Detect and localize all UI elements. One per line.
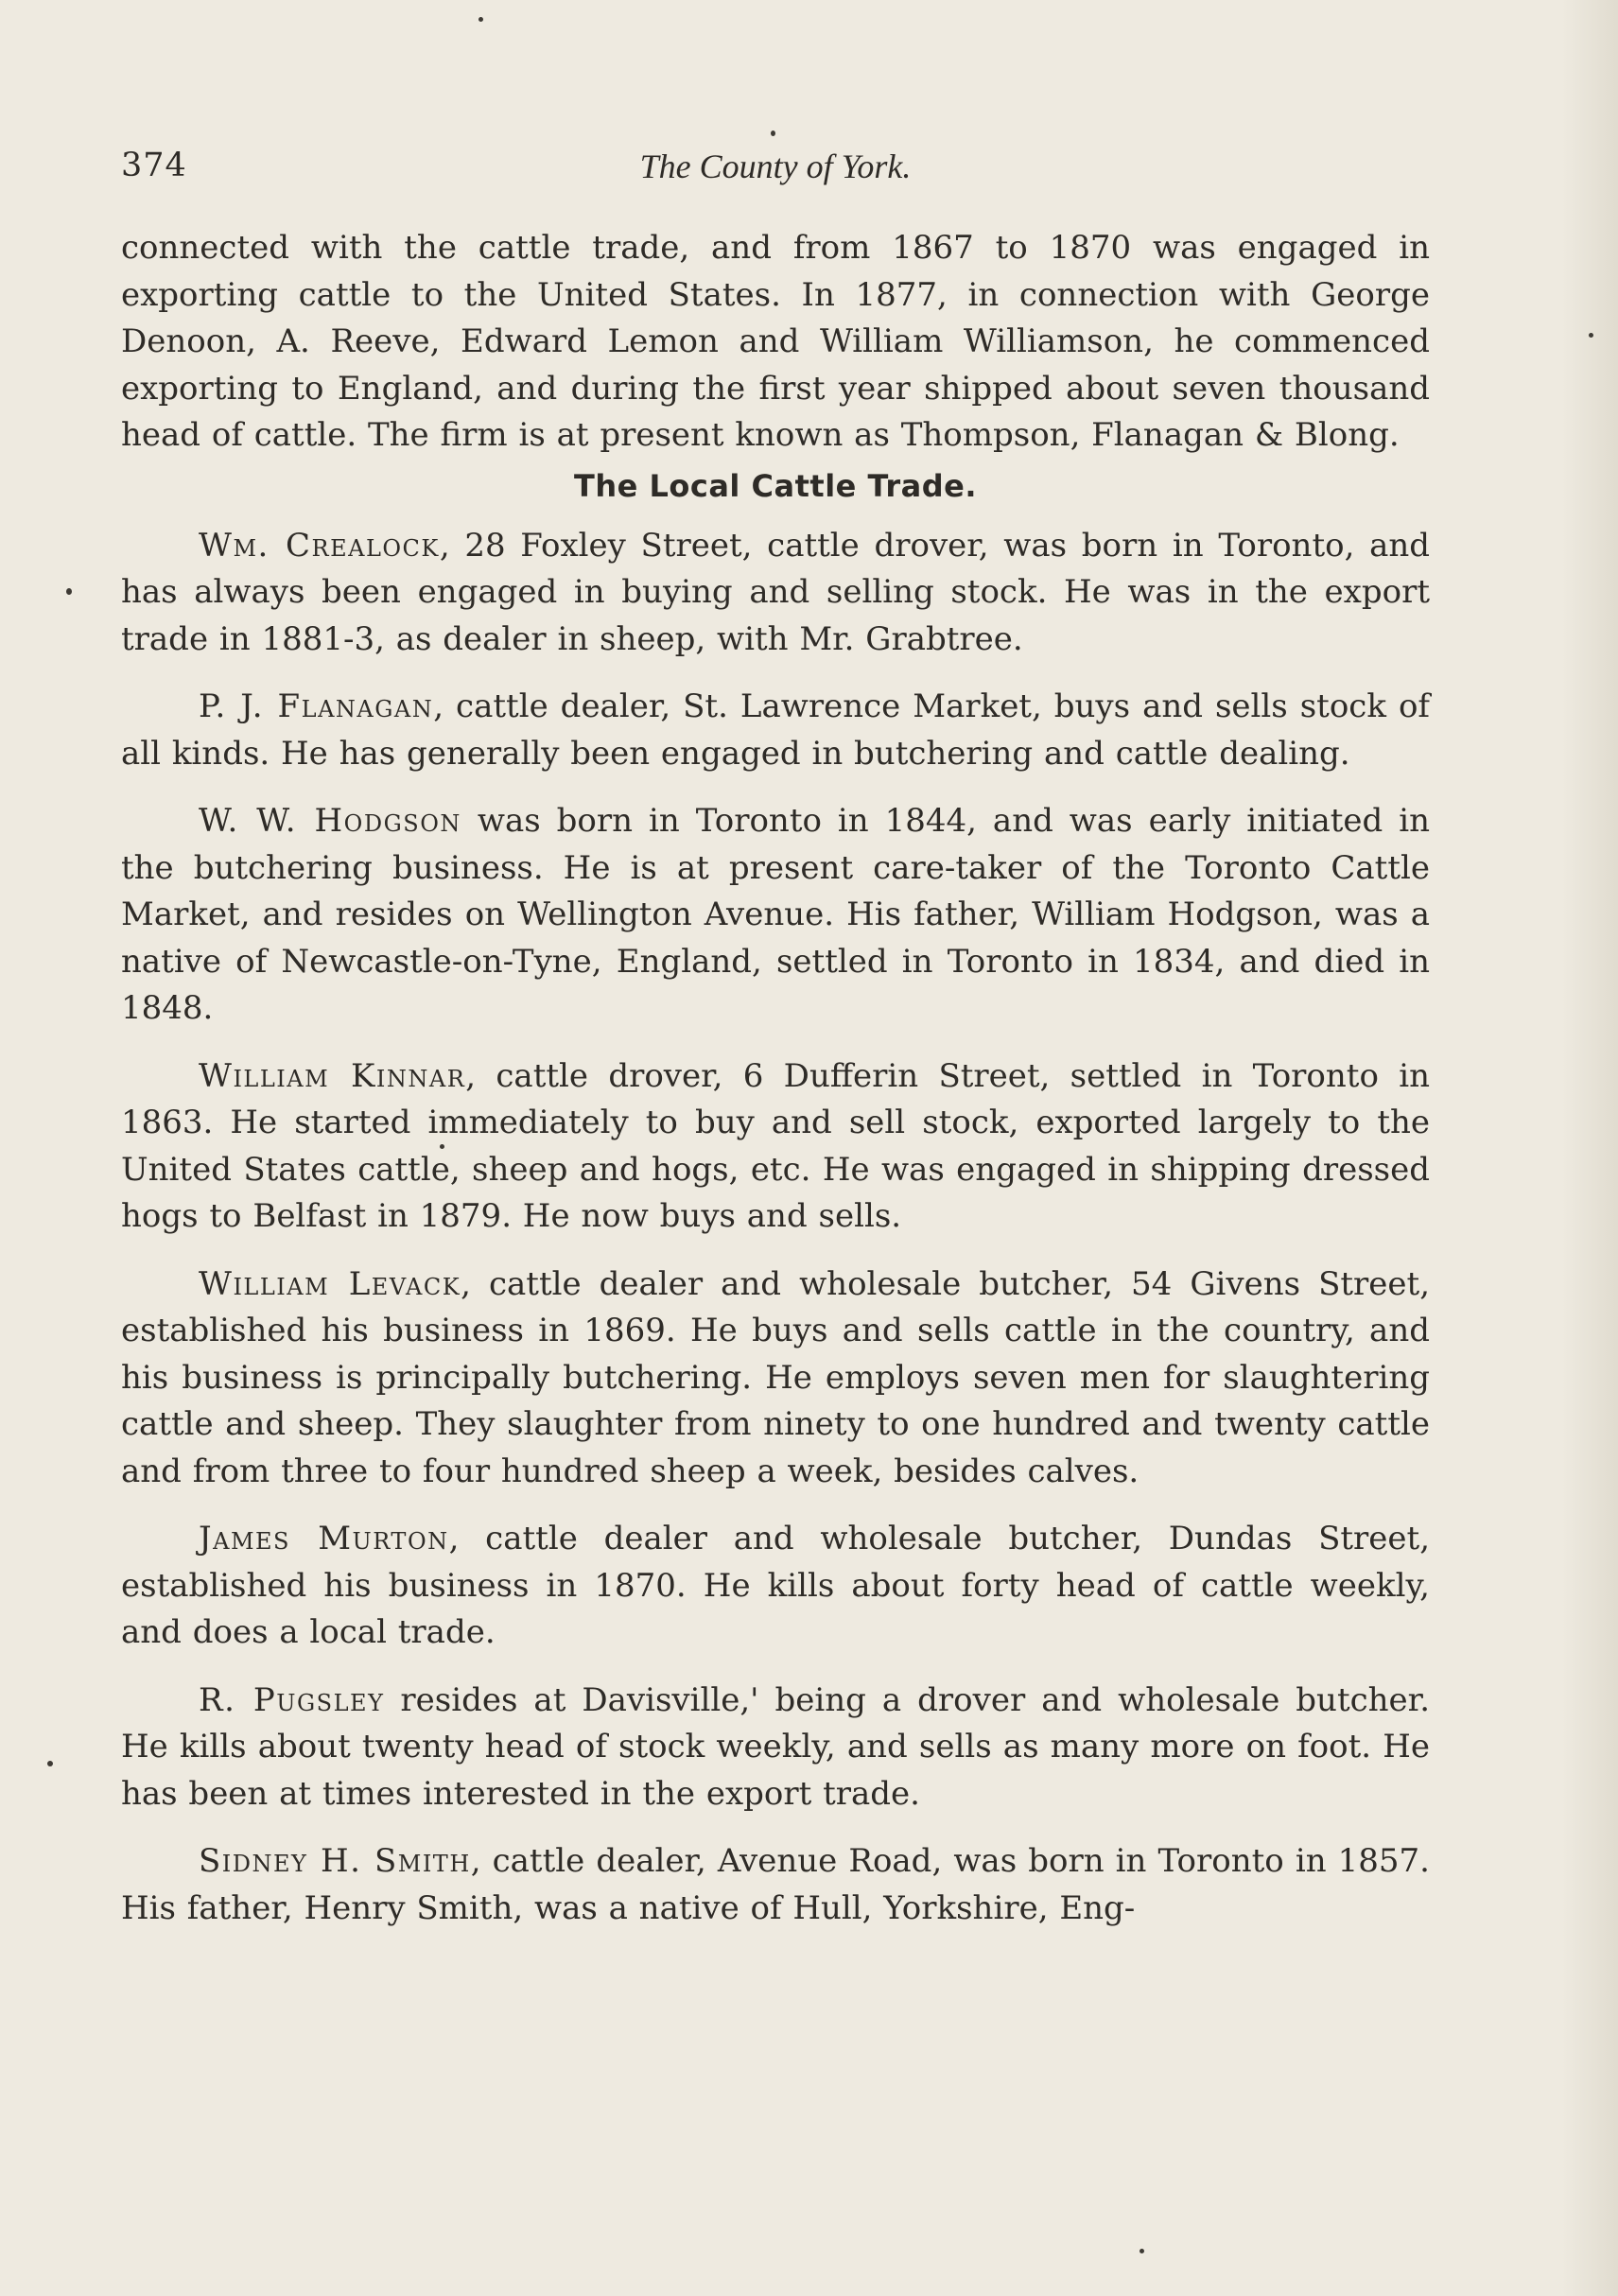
entry-text: , cattle drover, 6 Dufferin Street, settled in Toronto in 1863. He started immediately to buy and sell stock, exported largely to the United States cattle, sheep and hogs, etc. He was engaged in shipping dressed hogs to Belfast in 1879. He now buys and sells.: [121, 1056, 1431, 1235]
section-heading: The Local Cattle Trade.: [574, 467, 977, 504]
entry-name: Sidney H. Smith: [199, 1842, 471, 1880]
entry-paragraph: [121, 1838, 1430, 1932]
entry-text: , 28 Foxley Street, cattle drover, was born in Toronto, and has always been engaged in buying and selling stock. He was in the export trade in 1881-3, as dealer in sheep, with Mr. Grabtree.: [121, 526, 1430, 658]
print-speck: [1140, 2249, 1144, 2253]
entry-name: James Murton: [199, 1520, 449, 1557]
entry-name: Wm. Crealock: [199, 526, 440, 565]
entry-paragraph: [121, 1678, 1430, 1818]
entry-paragraph: [121, 1053, 1430, 1241]
print-speck: [47, 1761, 53, 1766]
entry-text: , cattle dealer, Avenue Road, was born in Toronto in 1857. His father, Henry Smith, was a native of Hull, Yorkshire, Eng-: [121, 1842, 1430, 1927]
page-header: [121, 147, 1430, 203]
entry-text: , cattle dealer and wholesale butcher, Dundas Street, established his business in 1870. He kills about forty head of cattle weekly, and does a local trade.: [121, 1520, 1430, 1651]
entry-paragraph: [121, 684, 1430, 777]
entry-paragraph: [121, 1516, 1430, 1657]
entry-name: William Levack: [199, 1264, 461, 1303]
entry-paragraph: [121, 523, 1430, 664]
body-text: [121, 225, 1430, 1932]
page-number: 374: [121, 147, 187, 184]
entry-name: R. Pugsley: [199, 1680, 385, 1719]
entry-text: resides at Davisville,' being a drover and wholesale butcher. He kills about twenty head of stock weekly, and sells as many more on foot. He has been at times interested in the export trade.: [121, 1680, 1431, 1813]
print-speck: [478, 17, 483, 22]
print-speck: [771, 130, 775, 136]
entry-text: , cattle dealer and wholesale butcher, 54 Givens Street, established his business in 1869. He buys and sells cattle in the country, and his business is principally butchering. He employs seven men for slaughtering cattle and sheep. They slaughter from ninety to one hundred and twenty cattle and from three to four hundred sheep a week, besides calves.: [121, 1264, 1430, 1490]
print-speck: [66, 588, 72, 595]
page-edge-shadow: [1561, 0, 1618, 2296]
entry-paragraph: [121, 1261, 1430, 1496]
print-speck: [1589, 333, 1593, 338]
running-head: The County of York.: [639, 148, 912, 185]
entry-name: William Kinnar: [199, 1056, 466, 1095]
intro-paragraph: connected with the cattle trade, and from 1867 to 1870 was engaged in exporting cattle to the United States. In 1877, in connection with George Denoon, A. Reeve, Edward Lemon and William Williamson, he commenced exporting to England, and during the first year shipped about seven thousand head of cattle. The firm is at present known as Thompson, Flanagan & Blong.: [121, 229, 1430, 454]
entry-name: P. J. Flanagan: [199, 687, 434, 725]
entry-text: , cattle dealer, St. Lawrence Market, buys and sells stock of all kinds. He has generally been engaged in butchering and cattle dealing.: [121, 687, 1430, 773]
entry-name: W. W. Hodgson: [199, 802, 461, 840]
entry-paragraph: [121, 798, 1430, 1033]
entry-text: was born in Toronto in 1844, and was early initiated in the butchering business. He is at present care-taker of the Toronto Cattle Market, and resides on Wellington Avenue. His father, William Hodgson, was a native of Newcastle-on-Tyne, England, settled in Toronto in 1834, and died in 1848.: [121, 802, 1430, 1027]
